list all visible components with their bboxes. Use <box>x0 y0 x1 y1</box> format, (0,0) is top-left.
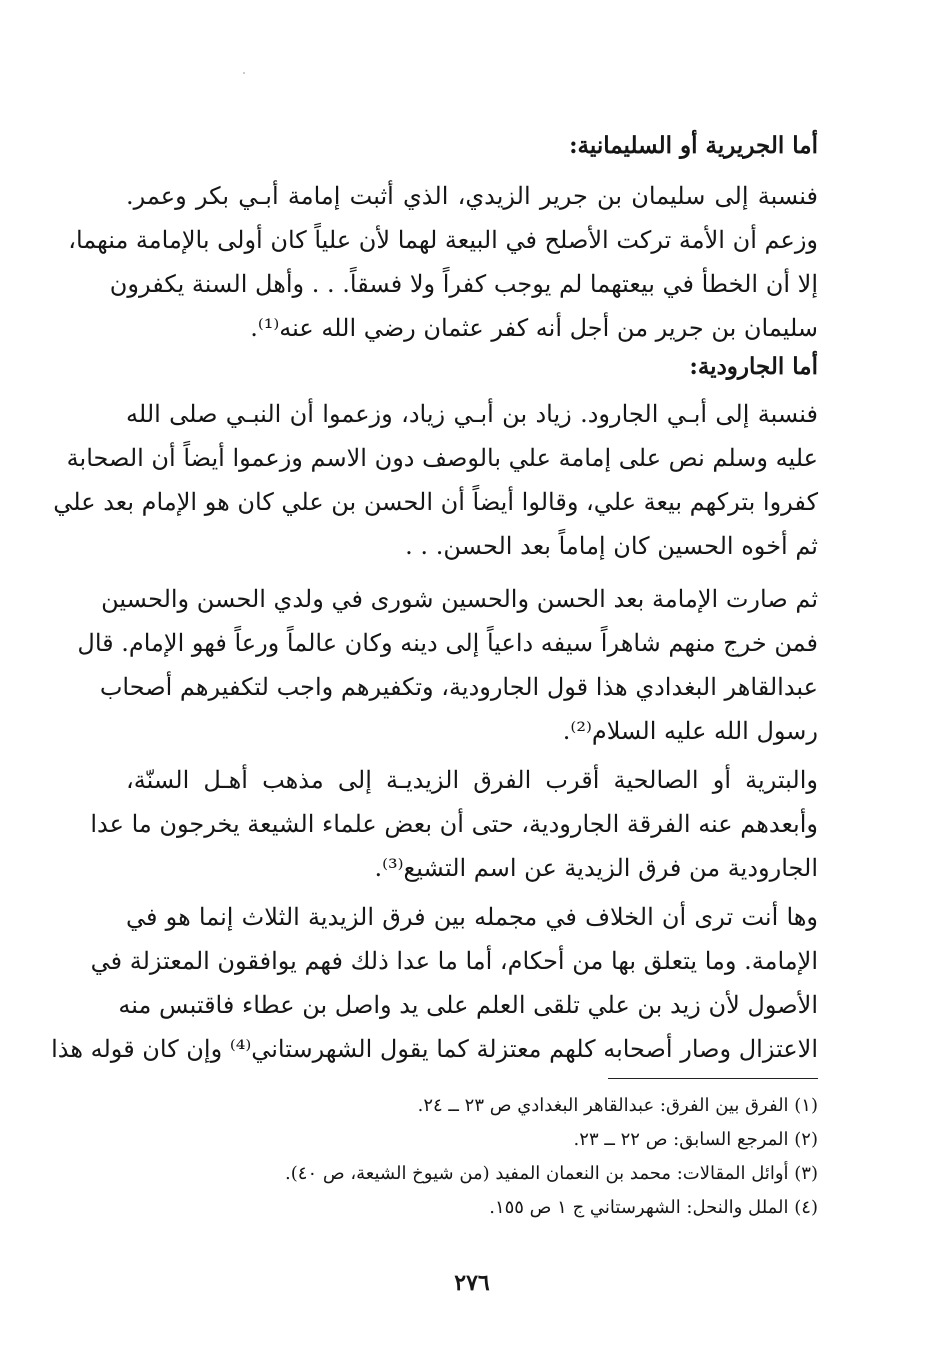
footnote-1: (١) الفرق بين الفرق: عبدالقاهر البغدادي ص ٢٣ ــ ٢٤. <box>417 1095 818 1116</box>
body-line: فمن خرج منهم شاهراً سيفه داعياً إلى دينه وكان عالماً ورعاً فهو الإمام. قال <box>77 629 818 657</box>
body-line: ثم صارت الإمامة بعد الحسن والحسين شورى في ولدي الحسن والحسين <box>101 585 818 613</box>
body-line: الاعتزال وصار أصحابه كلهم معتزلة كما يقول الشهرستاني⁽⁴⁾ وإن كان قوله هذا <box>51 1035 818 1063</box>
body-line: والبترية أو الصالحية أقرب الفرق الزيديـة إلى مذهب أهـل السنّة، <box>126 766 818 794</box>
body-line: وزعم أن الأمة تركت الأصلح في البيعة لهما لأن علياً كان أولى بالإمامة منهما، <box>68 226 818 254</box>
body-line: وها أنت ترى أن الخلاف في مجمله بين فرق الزيدية الثلاث إنما هو في <box>126 903 818 931</box>
body-line: رسول الله عليه السلام⁽²⁾. <box>562 717 818 745</box>
body-line: إلا أن الخطأ في بيعتهما لم يوجب كفراً ولا فسقاً. . . وأهل السنة يكفرون <box>109 270 818 298</box>
footnote-separator <box>608 1078 818 1079</box>
scan-speck <box>243 72 245 74</box>
body-line: فنسبة إلى سليمان بن جرير الزيدي، الذي أثبت إمامة أبـي بكر وعمر. <box>126 182 818 210</box>
page-number: ٢٧٦ <box>454 1270 490 1296</box>
body-line: فنسبة إلى أبـي الجارود. زياد بن أبـي زياد، وزعموا أن النبـي صلى الله <box>126 400 818 428</box>
body-line: كفروا بتركهم بيعة علي، وقالوا أيضاً أن الحسن بن علي كان هو الإمام بعد علي <box>53 488 818 516</box>
section-heading-jarudiyya: أما الجارودية: <box>689 353 818 380</box>
footnote-4: (٤) الملل والنحل: الشهرستاني ج ١ ص ١٥٥. <box>489 1197 818 1218</box>
body-line: سليمان بن جرير من أجل أنه كفر عثمان رضي الله عنه⁽¹⁾. <box>250 314 818 342</box>
body-line: ثم أخوه الحسين كان إماماً بعد الحسن. . . <box>405 532 818 560</box>
body-line: الجارودية من فرق الزيدية عن اسم التشيع⁽³⁾. <box>374 854 818 882</box>
body-line: الأصول لأن زيد بن علي تلقى العلم على يد واصل بن عطاء فاقتبس منه <box>118 991 818 1019</box>
body-line: وأبعدهم عنه الفرقة الجارودية، حتى أن بعض علماء الشيعة يخرجون ما عدا <box>90 810 818 838</box>
body-line: عليه وسلم نص على إمامة علي بالوصف دون الاسم وزعموا أيضاً أن الصحابة <box>66 444 818 472</box>
footnote-2: (٢) المرجع السابق: ص ٢٢ ــ ٢٣. <box>573 1129 818 1150</box>
footnote-3: (٣) أوائل المقالات: محمد بن النعمان المفيد (من شيوخ الشيعة، ص ٤٠). <box>285 1163 818 1184</box>
section-heading-jaririyya: أما الجريرية أو السليمانية: <box>569 132 818 159</box>
body-line: عبدالقاهر البغدادي هذا قول الجارودية، وتكفيرهم واجب لتكفيرهم أصحاب <box>99 673 818 701</box>
body-line: الإمامة. وما يتعلق بها من أحكام، أما ما عدا ذلك فهم يوافقون المعتزلة في <box>90 947 818 975</box>
